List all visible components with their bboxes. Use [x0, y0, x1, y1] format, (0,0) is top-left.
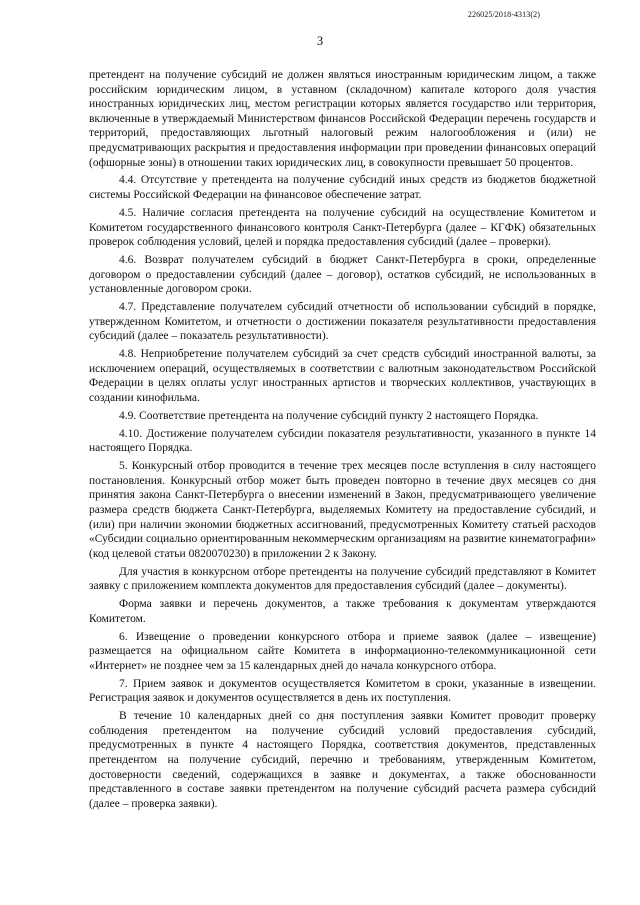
- page-number: 3: [316, 34, 324, 48]
- paragraph-5: 5. Конкурсный отбор проводится в течение трех месяцев после вступления в силу настоящего постановления. Конкурсный отбор может быть проведен повторно в течение двух месяцев со дня принятия закона Санкт-Петербурга о внесении изменений в Закон, предусматривающего увеличение размера средств бюджета Санкт-Петербурга, выделяемых Комитету на предоставление субсидий, и (или) при наличии экономии бюджетных ассигнований, предусмотренных Комитету статьей расходов «Субсидии социально ориентированным некоммерческим организациям на развитие кинематографии» (код целевой статьи 0820070230) в приложении 2 к Закону.: [89, 460, 596, 560]
- paragraph-4-5: 4.5. Наличие согласия претендента на получение субсидий на осуществление Комитетом и Комитетом государственного финансового контроля Санкт-Петербурга (далее – КГФК) обязательных проверок соблюдения условий, целей и порядка предоставления субсидий (далее – проверки).: [89, 206, 596, 249]
- paragraph-4-4: 4.4. Отсутствие у претендента на получение субсидий иных средств из бюджетов бюджетной системы Российской Федерации на финансовое обеспечение затрат.: [89, 174, 596, 202]
- document-id: 226025/2018-4313(2): [467, 10, 540, 19]
- paragraph-4-7: 4.7. Представление получателем субсидий отчетности об использовании субсидий в порядке, утвержденном Комитетом, и отчетности о достижении показателя результативности предоставления субсидий (далее – показатель результативности).: [89, 301, 596, 343]
- paragraph-application: Для участия в конкурсном отборе претенденты на получение субсидий представляют в Комитет заявку с приложением комплекта документов для предоставления субсидий (далее – документы).: [89, 565, 596, 593]
- paragraph-4-6: 4.6. Возврат получателем субсидий в бюджет Санкт-Петербурга в сроки, определенные договором о предоставлении субсидий (далее – договор), остатков субсидий, не использованных в установленные договором сроки.: [89, 254, 596, 296]
- paragraph-4-9: 4.9. Соответствие претендента на получение субсидий пункту 2 настоящего Порядка.: [119, 409, 539, 422]
- paragraph-7: 7. Прием заявок и документов осуществляется Комитетом в сроки, указанные в извещении. Регистрация заявок и документов осуществляется в день их поступления.: [89, 677, 596, 705]
- paragraph-4-8: 4.8. Неприобретение получателем субсидий за счет средств субсидий иностранной валюты, за исключением операций, осуществляемых в соответствии с валютным законодательством Российской Федерации в целях оплаты услуг иностранных артистов и творческих коллективов, участвующих в создании кинофильма.: [89, 348, 596, 404]
- paragraph-review: В течение 10 календарных дней со дня поступления заявки Комитет проводит проверку соблюдения претендентом на получение субсидий условий предоставления субсидий, предусмотренных в пункте 4 настоящего Порядка, соответствия документов, представленных претендентом на получение субсидий, перечню и требованиям, утвержденным Комитетом, достоверности сведений, содержащихся в заявке и документах, а также обоснованности представленного в составе заявки претендентом на получение субсидий расчета размера субсидий (далее – проверка заявки).: [89, 710, 596, 810]
- paragraph-form: Форма заявки и перечень документов, а также требования к документам утверждаются Комитетом.: [89, 598, 596, 625]
- paragraph-4-10: 4.10. Достижение получателем субсидии показателя результативности, указанного в пункте 14 настоящего Порядка.: [89, 427, 596, 455]
- paragraph-continuation: претендент на получение субсидий не должен являться иностранным юридическим лицом, а также российским юридическим лицом, в уставном (складочном) капитале которого доля участия иностранных юридических лиц, местом регистрации которых является государство или территория, включенные в утверждаемый Министерством финансов Российской Федерации перечень государств и территорий, предоставляющих льготный налоговый режим налогообложения и (или) не предусматривающих раскрытия и предоставления информации при проведении финансовых операций (офшорные зоны) в отношении таких юридических лиц, в совокупности превышает 50 процентов.: [89, 69, 596, 169]
- paragraph-6: 6. Извещение о проведении конкурсного отбора и приеме заявок (далее – извещение) размещается на официальном сайте Комитета в информационно-телекоммуникационной сети «Интернет» не позднее чем за 15 календарных дней до начала конкурсного отбора.: [89, 630, 596, 672]
- document-body: [89, 68, 596, 815]
